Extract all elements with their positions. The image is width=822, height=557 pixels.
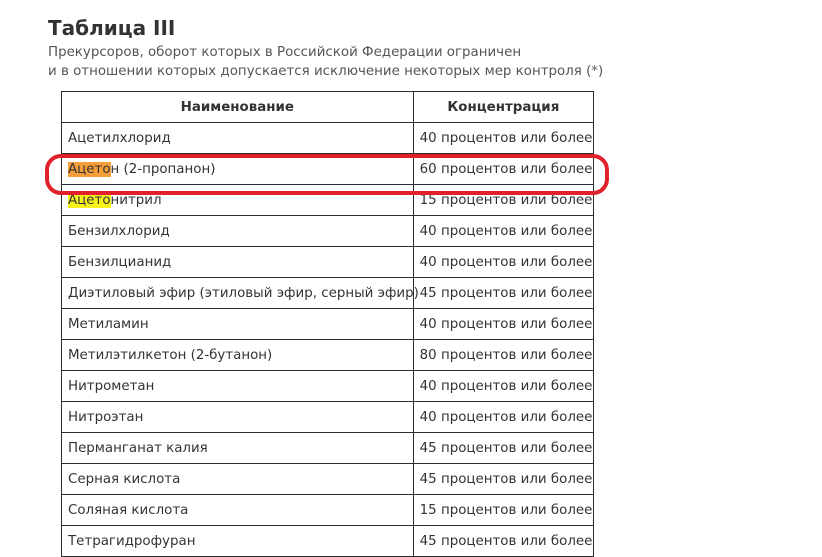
cell-concentration: 45 процентов или более: [413, 464, 593, 495]
cell-concentration: 80 процентов или более: [413, 340, 593, 371]
table-row: [62, 247, 594, 278]
cell-concentration: 40 процентов или более: [413, 216, 593, 247]
cell-name-rest: нитрил: [110, 192, 162, 208]
subtitle-line-1: Прекурсоров, оборот которых в Российской Федерации ограничен: [48, 45, 522, 60]
header-concentration: Концентрация: [413, 92, 593, 123]
search-highlight-current: Ацето: [68, 161, 111, 177]
cell-name: Тетрагидрофуран: [62, 526, 414, 557]
table-header-row: [62, 92, 594, 123]
cell-name-rest: н (2-пропанон): [110, 161, 216, 177]
cell-name: Диэтиловый эфир (этиловый эфир, серный эфир): [62, 278, 414, 309]
cell-name: Перманганат калия: [62, 433, 414, 464]
cell-name: Бензилхлорид: [62, 216, 414, 247]
cell-name: [62, 185, 414, 216]
subtitle-line-2: и в отношении которых допускается исключение некоторых мер контроля (*): [48, 64, 604, 79]
cell-concentration: 45 процентов или более: [413, 278, 593, 309]
cell-name: Метилэтилкетон (2-бутанон): [62, 340, 414, 371]
cell-concentration: 40 процентов или более: [413, 371, 593, 402]
cell-name: Нитроэтан: [62, 402, 414, 433]
table-row: [62, 340, 594, 371]
table-row: [62, 216, 594, 247]
table-row: [62, 495, 594, 526]
header-name: Наименование: [62, 92, 414, 123]
table-row: [62, 123, 594, 154]
cell-concentration: 45 процентов или более: [413, 433, 593, 464]
table-row: [62, 464, 594, 495]
cell-name: Нитрометан: [62, 371, 414, 402]
cell-concentration: 40 процентов или более: [413, 402, 593, 433]
cell-name: Метиламин: [62, 309, 414, 340]
table-row: [62, 526, 594, 557]
cell-concentration: 60 процентов или более: [413, 154, 593, 185]
table-row: [62, 309, 594, 340]
cell-concentration: 40 процентов или более: [413, 123, 593, 154]
cell-concentration: 40 процентов или более: [413, 247, 593, 278]
table-row: [62, 278, 594, 309]
table-row: [62, 185, 594, 216]
table-row-acetone: [62, 154, 594, 185]
cell-concentration: 40 процентов или более: [413, 309, 593, 340]
cell-name: Ацетилхлорид: [62, 123, 414, 154]
page-subtitle: [48, 43, 603, 81]
table-row: [62, 433, 594, 464]
cell-name: Соляная кислота: [62, 495, 414, 526]
search-highlight: Ацето: [68, 192, 111, 208]
cell-concentration: 15 процентов или более: [413, 495, 593, 526]
cell-name: [62, 154, 414, 185]
table-row: [62, 371, 594, 402]
page-title: Таблица III: [48, 16, 176, 40]
cell-concentration: 45 процентов или более: [413, 526, 593, 557]
table-row: [62, 402, 594, 433]
cell-name: Серная кислота: [62, 464, 414, 495]
cell-name: Бензилцианид: [62, 247, 414, 278]
cell-concentration: 15 процентов или более: [413, 185, 593, 216]
precursors-table: [61, 91, 594, 557]
